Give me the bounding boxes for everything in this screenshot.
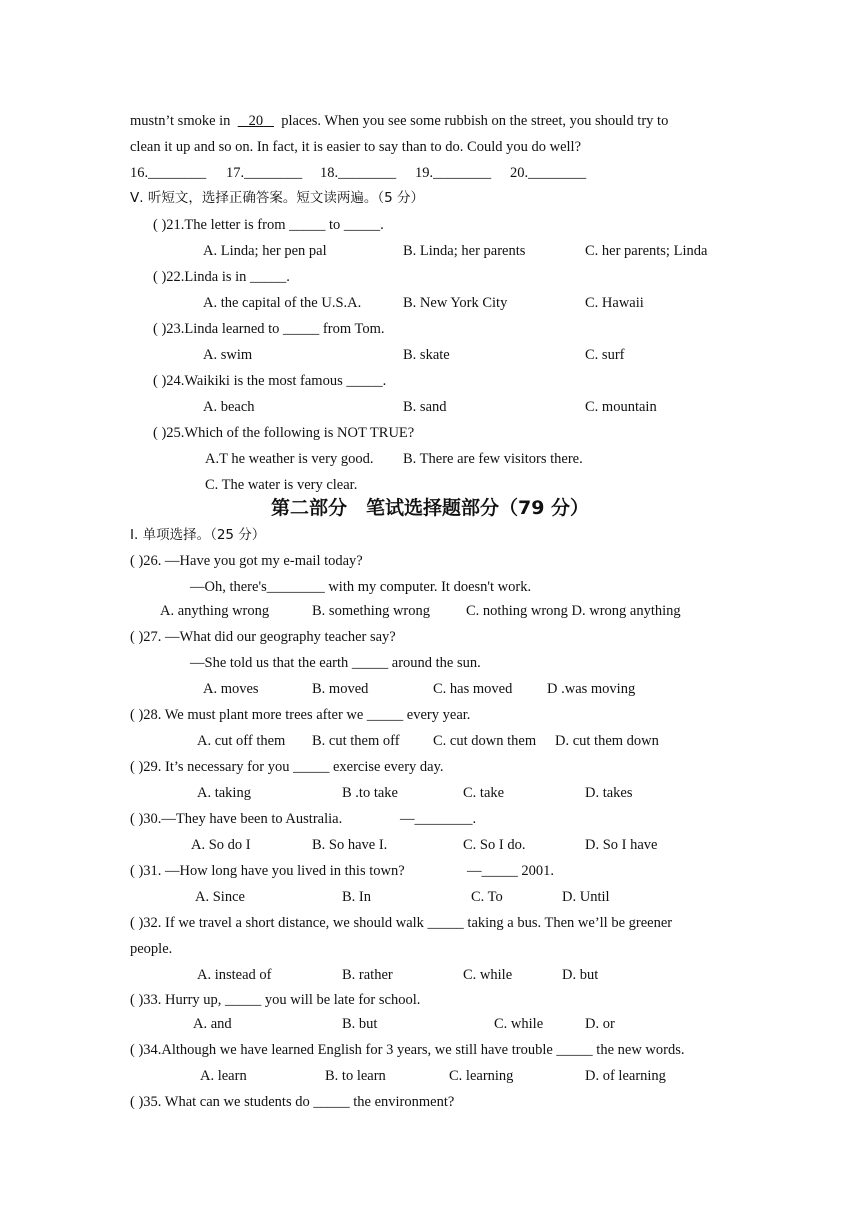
answer-blank-19: 19.________ — [415, 165, 492, 181]
option: B. to learn — [325, 1068, 386, 1084]
option: C. surf — [585, 347, 625, 363]
option: A. beach — [203, 399, 255, 415]
option: C. cut down them — [433, 733, 537, 749]
option: B. So have I. — [312, 837, 388, 853]
question-24-stem: ( )24.Waikiki is the most famous _____. — [153, 373, 387, 389]
option: D. So I have — [585, 837, 658, 853]
question-32-stem-cont: people. — [130, 941, 173, 957]
question-25-stem: ( )25.Which of the following is NOT TRUE? — [153, 425, 415, 441]
answer-blank-16: 16.________ — [130, 165, 207, 181]
question-29-stem: ( )29. It’s necessary for you _____ exercise every day. — [130, 759, 444, 775]
passage-line-1 — [130, 112, 668, 130]
option: B .to take — [342, 785, 398, 801]
question-33-stem: ( )33. Hurry up, _____ you will be late for school. — [130, 992, 421, 1008]
question-35-stem: ( )35. What can we students do _____ the environment? — [130, 1094, 455, 1110]
question-30-stem: ( )30.—They have been to Australia. — [130, 811, 343, 827]
option: C. learning — [449, 1068, 514, 1084]
option: B. rather — [342, 967, 393, 983]
option: B. but — [342, 1016, 378, 1032]
option: D. but — [562, 967, 599, 983]
option: C. nothing wrong D. wrong anything — [466, 603, 681, 619]
question-26-stem: ( )26. —Have you got my e-mail today? — [130, 553, 363, 569]
passage-text: places. When you see some rubbish on the street, you should try to — [281, 113, 669, 129]
option: D. or — [585, 1016, 615, 1032]
option: D. Until — [562, 889, 610, 905]
answer-blank-20-line: 20.________ — [510, 165, 587, 181]
option: D. takes — [585, 785, 633, 801]
option: A. cut off them — [197, 733, 286, 749]
option: B. New York City — [403, 295, 508, 311]
part-title: 第二部分 笔试选择题部分（79 分） — [270, 497, 590, 519]
option: A. So do I — [191, 837, 251, 853]
option: D .was moving — [547, 681, 636, 697]
question-34-stem: ( )34.Although we have learned English for 3 years, we still have trouble _____ the new words. — [130, 1042, 685, 1058]
option: C. while — [463, 967, 513, 983]
question-22-stem: ( )22.Linda is in _____. — [153, 269, 290, 285]
option: A. the capital of the U.S.A. — [203, 295, 362, 311]
option: B. something wrong — [312, 603, 431, 619]
option: A. Since — [195, 889, 245, 905]
question-26-reply: —Oh, there's________ with my computer. It doesn't work. — [190, 579, 532, 595]
option: C. has moved — [433, 681, 513, 697]
question-31-reply: —_____ 2001. — [467, 863, 554, 879]
question-27-reply: —She told us that the earth _____ around the sun. — [190, 655, 481, 671]
answer-blank-18: 18.________ — [320, 165, 397, 181]
answer-blank-20: 20 — [248, 113, 264, 129]
option: C. her parents; Linda — [585, 243, 708, 259]
answer-blank-17: 17.________ — [226, 165, 303, 181]
option: C. The water is very clear. — [205, 477, 358, 493]
option: A. Linda; her pen pal — [203, 243, 327, 259]
question-21-stem: ( )21.The letter is from _____ to _____. — [153, 217, 384, 233]
option: A. swim — [203, 347, 253, 363]
option: B. moved — [312, 681, 369, 697]
option: B. skate — [403, 347, 450, 363]
option: A. taking — [197, 785, 251, 801]
question-31-stem: ( )31. —How long have you lived in this town? — [130, 863, 405, 879]
option: C. mountain — [585, 399, 657, 415]
option: A. anything wrong — [160, 603, 270, 619]
option: C. take — [463, 785, 505, 801]
question-32-stem: ( )32. If we travel a short distance, we should walk _____ taking a bus. Then we’ll be greener — [130, 915, 673, 931]
option: A. and — [193, 1016, 232, 1032]
option: B. There are few visitors there. — [403, 451, 583, 467]
option: B. sand — [403, 399, 447, 415]
option: C. So I do. — [463, 837, 526, 853]
section-heading: Ⅴ. 听短文，选择正确答案。短文读两遍。（5 分） — [130, 190, 424, 206]
question-30-reply: —________. — [400, 811, 477, 827]
option: C. while — [494, 1016, 544, 1032]
option: C. To — [471, 889, 503, 905]
option: D. of learning — [585, 1068, 666, 1084]
question-28-stem: ( )28. We must plant more trees after we _____ every year. — [130, 707, 471, 723]
option: B. In — [342, 889, 371, 905]
section-heading: Ⅰ. 单项选择。（25 分） — [130, 527, 266, 543]
question-27-stem: ( )27. —What did our geography teacher say? — [130, 629, 396, 645]
option: D. cut them down — [555, 733, 659, 749]
passage-line-2: clean it up and so on. In fact, it is easier to say than to do. Could you do well? — [130, 139, 582, 155]
option: A.T he weather is very good. — [205, 451, 374, 467]
option: A. moves — [203, 681, 259, 697]
option: C. Hawaii — [585, 295, 644, 311]
option: B. Linda; her parents — [403, 243, 526, 259]
option: A. learn — [200, 1068, 247, 1084]
option: A. instead of — [197, 967, 272, 983]
option: B. cut them off — [312, 733, 400, 749]
question-23-stem: ( )23.Linda learned to _____ from Tom. — [153, 321, 385, 337]
passage-text: mustn’t smoke in — [130, 113, 231, 129]
